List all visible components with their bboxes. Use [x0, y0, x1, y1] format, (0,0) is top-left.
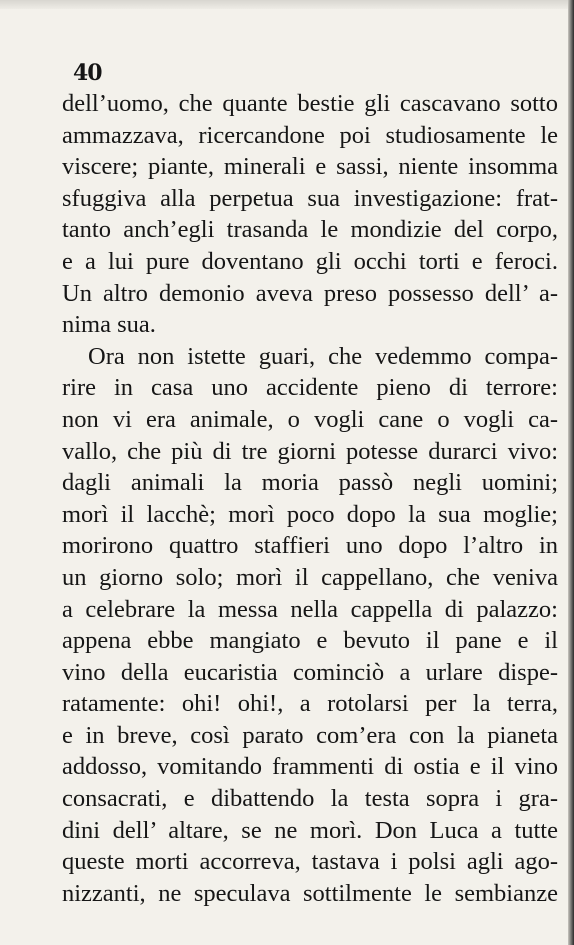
text-line: nima sua. — [62, 311, 156, 339]
text-line: morì il lacchè; morì poco dopo la sua moglie; — [62, 500, 558, 528]
text-line: queste morti accorreva, tastava i polsi agli ago- — [62, 848, 558, 876]
text-line: addosso, vomitando frammenti di ostia e il vino — [62, 753, 558, 781]
text-line: appena ebbe mangiato e bevuto il pane e il — [62, 627, 558, 655]
text-line: e a lui pure doventano gli occhi torti e feroci. — [62, 247, 558, 275]
text-line: nizzanti, ne speculava sottilmente le sembianze — [62, 879, 558, 907]
text-line: ammazzava, ricercandone poi studiosamente le — [62, 121, 558, 149]
text-line: e in breve, così parato com’era con la pianeta — [62, 721, 558, 749]
text-line: vino della eucaristia cominciò a urlare dispe- — [62, 658, 558, 686]
text-line: vallo, che più di tre giorni potesse durarci vivo: — [62, 437, 558, 465]
page-right-edge — [568, 0, 574, 945]
text-line: rire in casa uno accidente pieno di terrore: — [62, 374, 558, 402]
page-number: 40 — [73, 60, 102, 86]
text-line: tanto anch’egli trasanda le mondizie del corpo, — [62, 216, 558, 244]
text-line: viscere; piante, minerali e sassi, niente insomma — [62, 153, 558, 181]
body-text — [62, 88, 558, 909]
text-line: Ora non istette guari, che vedemmo compa- — [88, 342, 558, 370]
text-line: dell’uomo, che quante bestie gli cascavano sotto — [62, 90, 558, 117]
text-line: Un altro demonio aveva preso possesso dell’ a- — [62, 279, 558, 307]
text-line: a celebrare la messa nella cappella di palazzo: — [62, 595, 558, 623]
text-line: dagli animali la moria passò negli uomini; — [62, 469, 558, 497]
text-line: consacrati, e dibattendo la testa sopra i gra- — [62, 785, 558, 813]
text-line: ratamente: ohi! ohi!, a rotolarsi per la terra, — [62, 690, 558, 718]
text-line: non vi era animale, o vogli cane o vogli ca- — [62, 405, 558, 433]
text-line: sfuggiva alla perpetua sua investigazione: frat- — [62, 184, 558, 212]
page-top-edge — [0, 0, 574, 9]
text-line: morirono quattro staffieri uno dopo l’altro in — [62, 532, 558, 560]
text-line: dini dell’ altare, se ne morì. Don Luca a tutte — [62, 816, 558, 844]
text-line: un giorno solo; morì il cappellano, che veniva — [62, 563, 558, 591]
